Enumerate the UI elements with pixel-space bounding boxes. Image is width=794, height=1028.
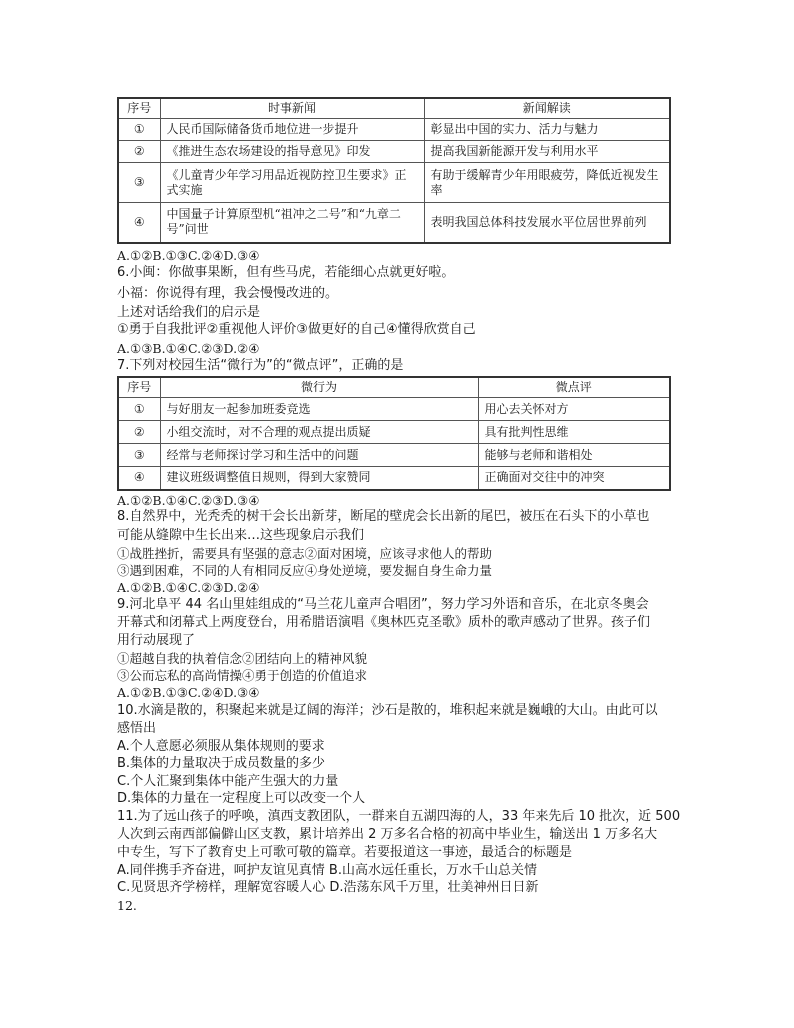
reading-cell: 表明我国总体科技发展水平位居世界前列 <box>424 203 670 243</box>
table-header-row <box>118 377 670 398</box>
q9-line: ①超越自我的执着信念②团结向上的精神风貌 <box>117 651 368 666</box>
row-number: ④ <box>118 467 160 490</box>
q12-number: 12. <box>117 898 137 913</box>
row-number: ③ <box>118 163 160 203</box>
q10-option-d: D.集体的力量在一定程度上可以改变一个人 <box>117 791 366 806</box>
q9-line: 9.河北阜平 44 名山里娃组成的“马兰花儿童声合唱团”，努力学习外语和音乐，在北京冬奥会 <box>117 597 649 612</box>
q8-line: ①战胜挫折，需要具有坚强的意志②面对困境，应该寻求他人的帮助 <box>117 546 493 561</box>
table-row <box>118 421 670 444</box>
q8-options: A.①②B.①④C.②③D.②④ <box>117 580 260 595</box>
news-cell: 人民币国际储备货币地位进一步提升 <box>160 119 424 141</box>
header-cell: 序号 <box>118 98 160 119</box>
q9-line: 用行动展现了 <box>117 633 196 648</box>
q9-line: ③公而忘私的高尚情操④勇于创造的价值追求 <box>117 668 368 683</box>
row-number: ② <box>118 141 160 163</box>
table-row <box>118 163 670 203</box>
news-table <box>117 97 671 244</box>
behavior-cell: 与好朋友一起参加班委竞选 <box>160 398 478 421</box>
behavior-table <box>117 376 671 491</box>
comment-cell: 正确面对交往中的冲突 <box>478 467 670 490</box>
comment-cell: 能够与老师和谐相处 <box>478 444 670 467</box>
q6-line: 上述对话给我们的启示是 <box>117 305 261 320</box>
behavior-cell: 经常与老师探讨学习和生活中的问题 <box>160 444 478 467</box>
reading-cell: 彰显出中国的实力、活力与魅力 <box>424 119 670 141</box>
q11-line: 11.为了远山孩子的呼唤，滇西支教团队，一群来自五湖四海的人，33 年来先后 10 批次，近 500 <box>117 809 681 824</box>
q11-line: 中专生，写下了教育史上可歌可敬的篇章。若要报道这一事迹，最适合的标题是 <box>117 845 573 860</box>
reading-cell: 有助于缓解青少年用眼疲劳，降低近视发生率 <box>424 163 670 203</box>
q9-options: A.①②B.①③C.②④D.③④ <box>117 685 260 700</box>
behavior-cell: 建议班级调整值日规则，得到大家赞同 <box>160 467 478 490</box>
news-cell: 《推进生态农场建设的指导意见》印发 <box>160 141 424 163</box>
q7-options: A.①②B.①④C.②③D.③④ <box>117 493 260 508</box>
table-row <box>118 141 670 163</box>
news-cell: 《儿童青少年学习用品近视防控卫生要求》正式实施 <box>160 163 424 203</box>
behavior-cell: 小组交流时，对不合理的观点提出质疑 <box>160 421 478 444</box>
q7-stem: 7.下列对校园生活“微行为”的“微点评”，正确的是 <box>117 358 404 373</box>
row-number: ③ <box>118 444 160 467</box>
q10-option-c: C.个人汇聚到集体中能产生强大的力量 <box>117 774 339 789</box>
news-cell: 中国量子计算原型机“祖冲之二号”和“九章二号”问世 <box>160 203 424 243</box>
q8-line: 8.自然界中，光秃秃的树干会长出新芽，断尾的壁虎会长出新的尾巴，被压在石头下的小草也 <box>117 509 650 524</box>
comment-cell: 具有批判性思维 <box>478 421 670 444</box>
q10-line: 感悟出 <box>117 721 157 736</box>
q11-options: A.同伴携手齐奋进，呵护友谊见真情 B.山高水远任重长，万水千山总关情 <box>117 863 537 878</box>
q11-options: C.见贤思齐学榜样，理解宽容暖人心 D.浩荡东风千万里，壮美神州日日新 <box>117 880 539 895</box>
row-number: ② <box>118 421 160 444</box>
table-row <box>118 444 670 467</box>
table-header-row <box>118 98 670 119</box>
q6-line: 小福：你说得有理，我会慢慢改进的。 <box>117 286 339 301</box>
q10-option-b: B.集体的力量取决于成员数量的多少 <box>117 756 326 771</box>
comment-cell: 用心去关怀对方 <box>478 398 670 421</box>
q9-line: 开幕式和闭幕式上两度登台，用希腊语演唱《奥林匹克圣歌》质朴的歌声感动了世界。孩子们 <box>117 615 651 630</box>
q6-line: 6.小闽：你做事果断，但有些马虎，若能细心点就更好啦。 <box>117 265 455 280</box>
q6-options: A.①③B.①④C.②③D.②④ <box>117 341 260 356</box>
header-cell: 时事新闻 <box>160 98 424 119</box>
q6-line: ①勇于自我批评②重视他人评价③做更好的自己④懂得欣赏自己 <box>117 322 476 337</box>
table-row <box>118 467 670 490</box>
header-cell: 新闻解读 <box>424 98 670 119</box>
q10-option-a: A.个人意愿必须服从集体规则的要求 <box>117 739 325 754</box>
header-cell: 序号 <box>118 377 160 398</box>
row-number: ① <box>118 398 160 421</box>
row-number: ④ <box>118 203 160 243</box>
q8-line: ③遇到困难，不同的人有相同反应④身处逆境，要发掘自身生命力量 <box>117 563 493 578</box>
header-cell: 微行为 <box>160 377 478 398</box>
table-row <box>118 119 670 141</box>
header-cell: 微点评 <box>478 377 670 398</box>
q8-line: 可能从缝隙中生长出来…这些现象启示我们 <box>117 528 365 543</box>
table-row <box>118 203 670 243</box>
reading-cell: 提高我国新能源开发与利用水平 <box>424 141 670 163</box>
q5-options: A.①②B.①③C.②④D.③④ <box>117 248 260 263</box>
q10-line: 10.水滴是散的，积聚起来就是辽阔的海洋；沙石是散的，堆积起来就是巍峨的大山。由此可以 <box>117 703 658 718</box>
q11-line: 人次到云南西部偏僻山区支教，累计培养出 2 万多名合格的初高中毕业生，输送出 1 万多名大 <box>117 827 658 842</box>
row-number: ① <box>118 119 160 141</box>
table-row <box>118 398 670 421</box>
